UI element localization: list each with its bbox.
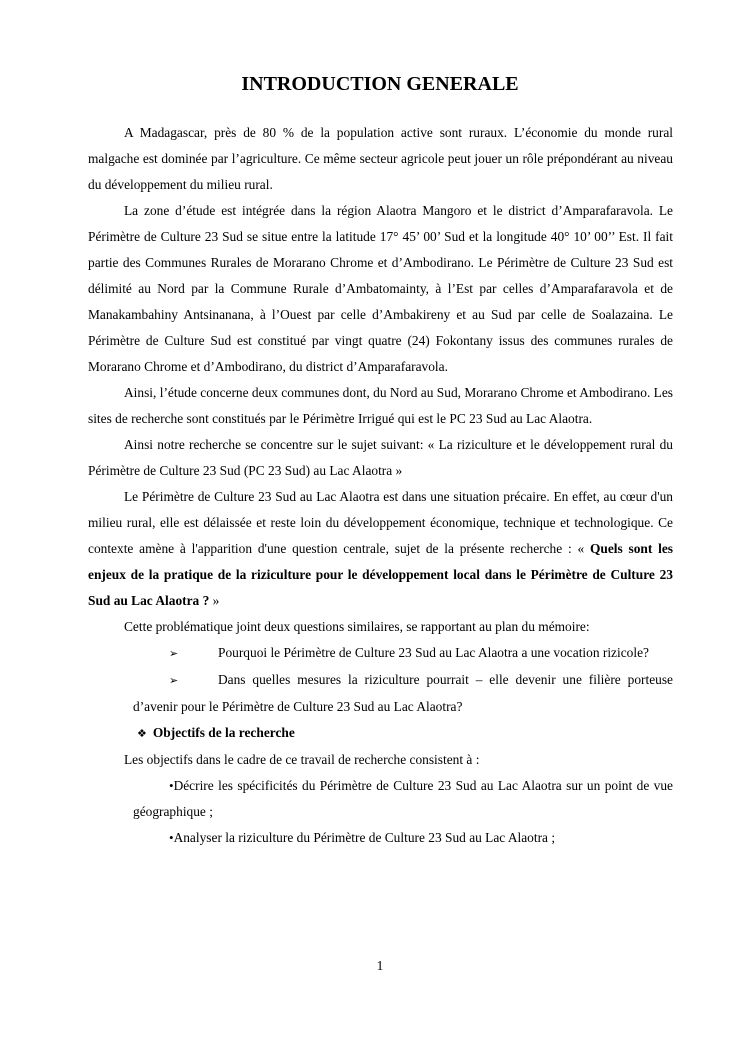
question-text: Dans quelles mesures la riziculture pourrait – elle devenir une filière porteuse d’avenir pour le Périmètre de Culture 23 Sud au Lac Alaotra? <box>133 672 673 714</box>
diamond-bullet-icon: ❖ <box>137 727 147 740</box>
arrow-bullet-icon: ➢ <box>169 647 179 660</box>
paragraph-questions-intro: Cette problématique joint deux questions similaires, se rapportant au plan du mémoire: <box>124 619 590 634</box>
dot-bullet-icon: • <box>169 830 174 845</box>
objective-text: Décrire les spécificités du Périmètre de Culture 23 Sud au Lac Alaotra sur un point de vue géographique ; <box>133 778 673 819</box>
arrow-bullet-icon: ➢ <box>169 674 179 687</box>
problem-question: Quels sont les enjeux de la pratique de la riziculture pour le développement local dans le Périmètre de Culture 23 Sud au Lac Alaotra ? <box>88 541 673 608</box>
objectives-heading-text: Objectifs de la recherche <box>152 725 295 740</box>
objectives-intro: Les objectifs dans le cadre de ce travail de recherche consistent à : <box>124 752 480 767</box>
paragraph-context: A Madagascar, près de 80 % de la population active sont ruraux. L’économie du monde rural malgache est dominée par l’agriculture. Ce même secteur agricole peut jouer un rôle prépondérant au niveau du développement du milieu rural. <box>88 125 673 192</box>
page-number: 1 <box>376 958 384 973</box>
paragraph-communes: Ainsi, l’étude concerne deux communes dont, du Nord au Sud, Morarano Chrome et Ambodirano. Les sites de recherche sont constitués par le Périmètre Irrigué qui est le PC 23 Sud au Lac Alaotra. <box>88 385 673 426</box>
objectives-heading <box>88 720 673 747</box>
problem-close: » <box>209 593 220 608</box>
paragraph-problem <box>88 484 673 614</box>
question-text: Pourquoi le Périmètre de Culture 23 Sud au Lac Alaotra a une vocation rizicole? <box>218 645 649 660</box>
objective-item <box>88 773 673 825</box>
problem-intro: Le Périmètre de Culture 23 Sud au Lac Alaotra est dans une situation précaire. En effet, au cœur d'un milieu rural, elle est délaissée et reste loin du développement économique, technique et technologique. Ce contexte amène à l'apparition d'une question centrale, sujet de la présente recherche : « <box>88 489 673 556</box>
objective-item <box>88 825 673 851</box>
paragraph-subject: Ainsi notre recherche se concentre sur le sujet suivant: « La riziculture et le développement rural du Périmètre de Culture 23 Sud (PC 23 Sud) au Lac Alaotra » <box>88 437 673 478</box>
question-item <box>88 640 673 667</box>
objective-text: Analyser la riziculture du Périmètre de Culture 23 Sud au Lac Alaotra ; <box>173 830 556 845</box>
question-item <box>88 667 673 720</box>
paragraph-study-area: La zone d’étude est intégrée dans la région Alaotra Mangoro et le district d’Amparafaravola. Le Périmètre de Culture 23 Sud se situe entre la latitude 17° 45’ 00’ Sud et la longitude 40° 10’ 00’’ Est. Il fait partie des Communes Rurales de Morarano Chrome et d’Ambodirano. Le Périmètre de Culture 23 Sud est délimité au Nord par la Commune Rurale d’Ambatomainty, à l’Est par celles d’Amparafaravola et de Manakambahiny Antsinanana, à l’Ouest par celle d’Ambakireny et au Sud par celle de Soalazaina. Le Périmètre de Culture Sud est constitué par vingt quatre (24) Fokontany issus des communes rurales de Morarano Chrome et d’Ambodirano, du district d’Amparafaravola. <box>88 203 673 374</box>
body-text <box>88 120 673 851</box>
page-title: INTRODUCTION GENERALE <box>241 73 519 95</box>
dot-bullet-icon: • <box>169 778 174 793</box>
